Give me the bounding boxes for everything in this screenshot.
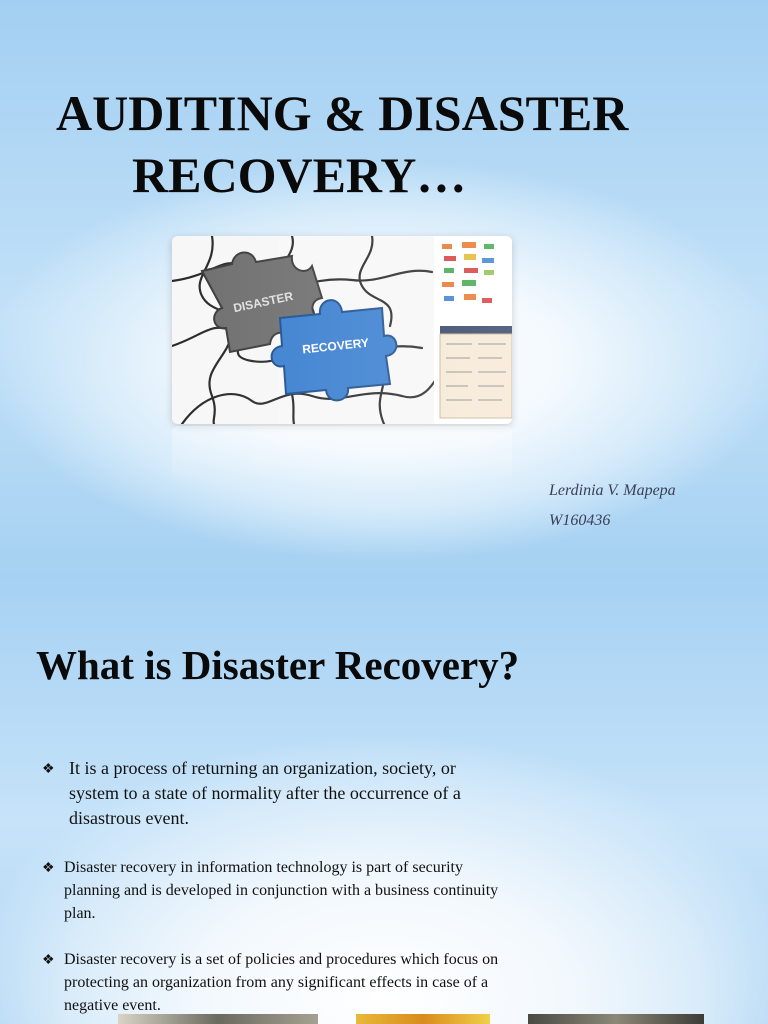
author-id: W160436 <box>549 512 611 529</box>
author-name: Lerdinia V. Mapepa <box>549 482 676 499</box>
next-slide-images-strip <box>0 1014 768 1024</box>
image-thumbnail <box>356 1014 490 1024</box>
bullet-line: system to a state of normality after the occurrence of a <box>69 783 461 803</box>
slide-2-title: What is Disaster Recovery? <box>36 642 520 688</box>
bullet-item <box>42 756 542 831</box>
slide-2 <box>0 576 768 1024</box>
image-reflection <box>172 426 512 486</box>
bullet-line: It is a process of returning an organization, society, or <box>69 758 456 778</box>
bullet-text <box>42 756 542 831</box>
bullet-line: protecting an organization from any significant effects in case of a <box>64 974 489 991</box>
bullet-line: disastrous event. <box>69 808 189 828</box>
puzzle-image <box>172 236 512 424</box>
bullet-line: Disaster recovery in information technology is part of security <box>64 859 463 876</box>
bullet-line: negative event. <box>64 997 161 1014</box>
bullet-item <box>42 948 602 1017</box>
image-thumbnail <box>528 1014 704 1024</box>
bullet-text <box>42 856 602 925</box>
bullet-diamond-icon: ❖ <box>42 861 55 876</box>
puzzle-illustration <box>172 236 512 424</box>
title-line-2: RECOVERY… <box>132 147 467 203</box>
bullet-line: plan. <box>64 905 96 922</box>
author-block <box>549 476 676 536</box>
bullet-diamond-icon: ❖ <box>42 953 55 968</box>
title-line-1: AUDITING & DISASTER <box>56 85 629 141</box>
slide-title <box>0 82 768 206</box>
image-thumbnail <box>118 1014 318 1024</box>
bullet-text <box>42 948 602 1017</box>
bullet-line: planning and is developed in conjunction with a business continuity <box>64 882 499 899</box>
bullet-line: Disaster recovery is a set of policies and procedures which focus on <box>64 951 499 968</box>
bullet-diamond-icon: ❖ <box>42 762 55 777</box>
bullet-item <box>42 856 602 925</box>
